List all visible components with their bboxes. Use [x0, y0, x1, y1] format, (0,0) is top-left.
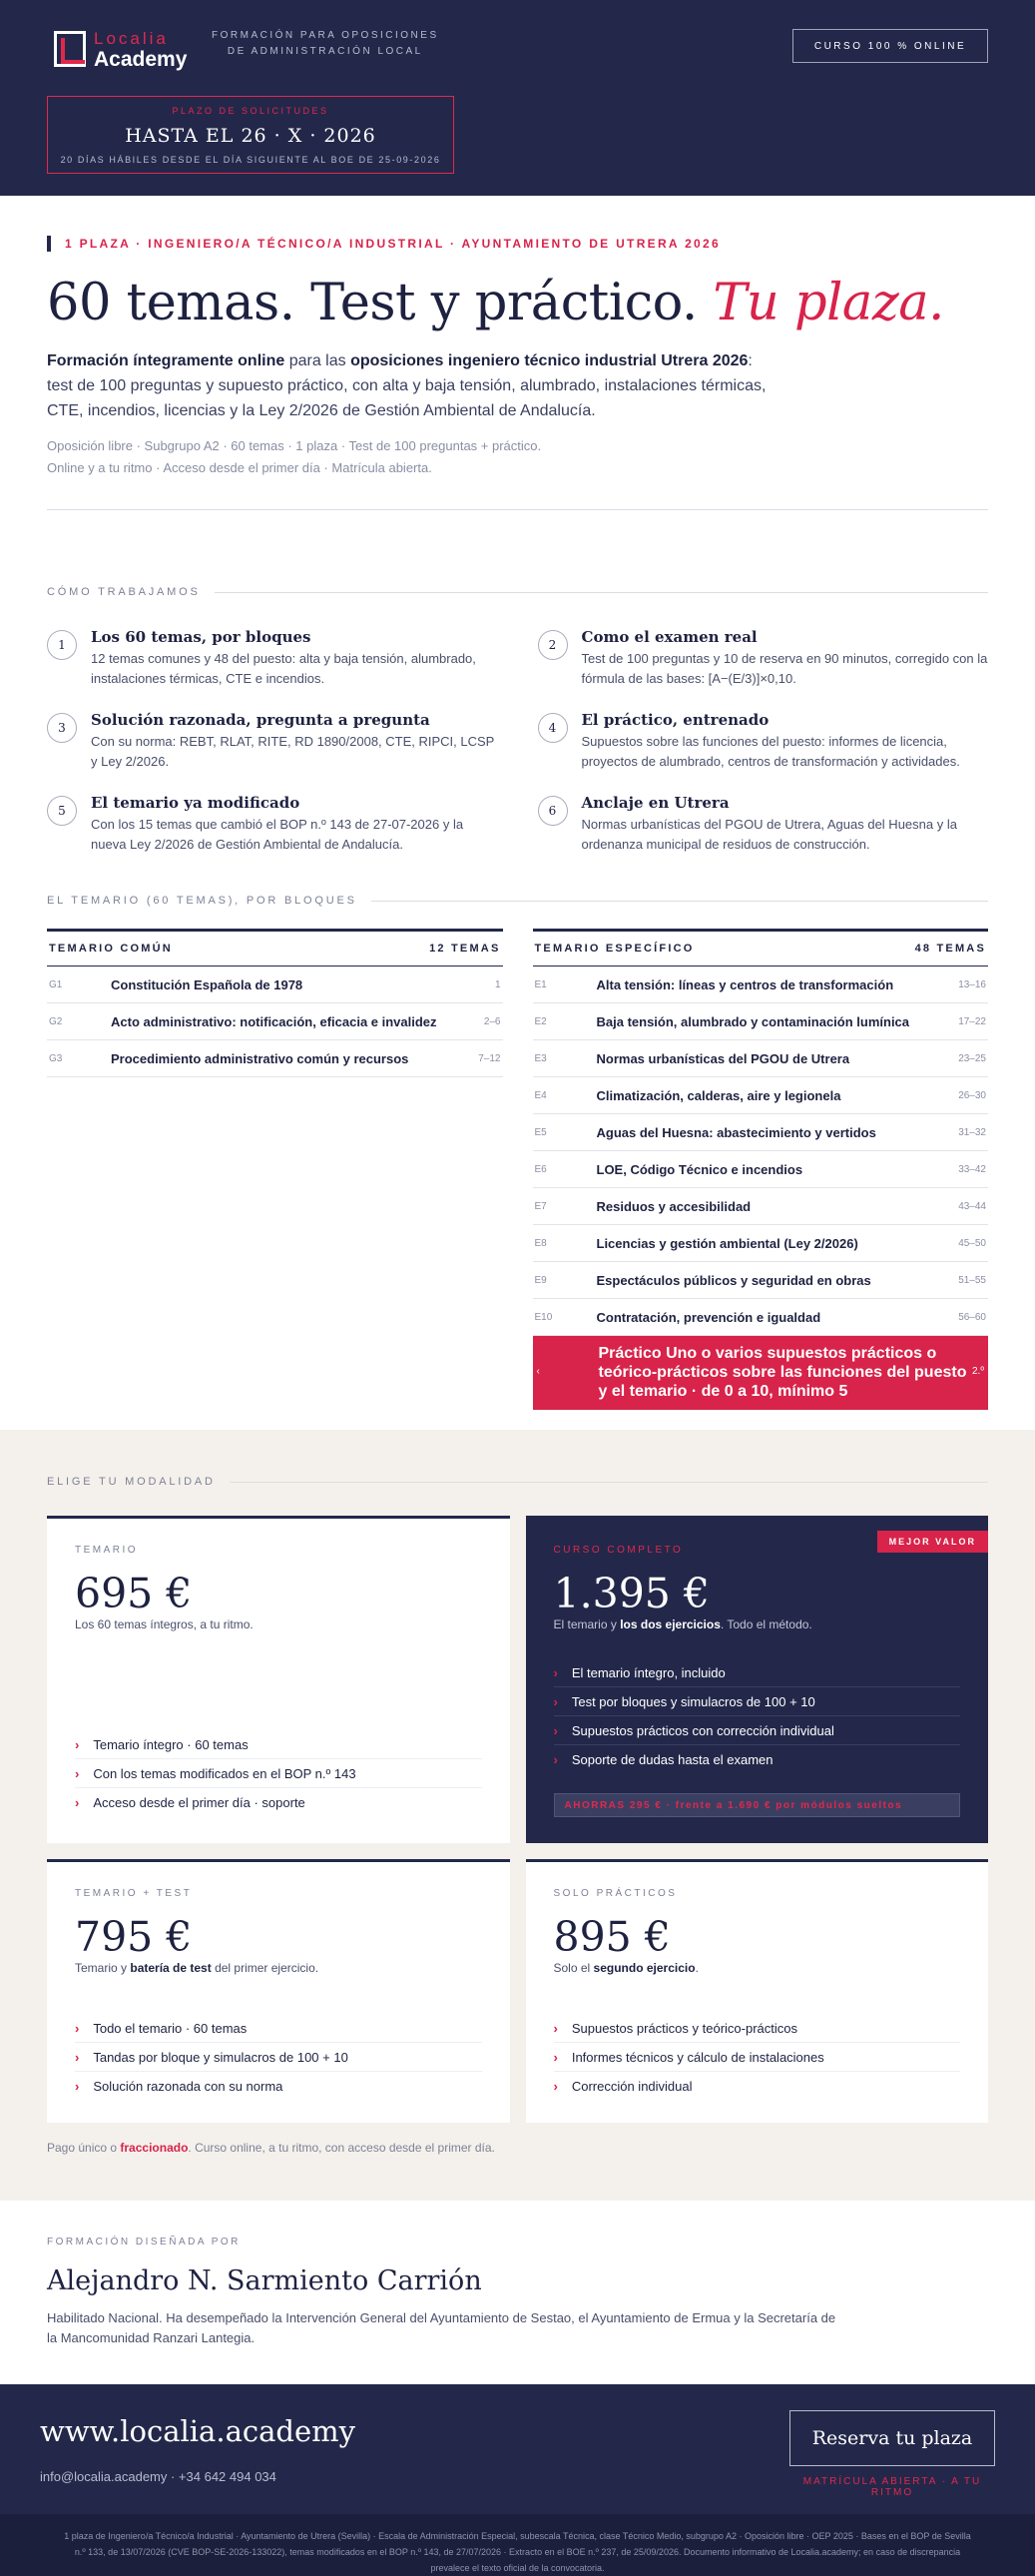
divider [47, 509, 988, 510]
table-header [47, 929, 503, 966]
row-range: 17–22 [958, 1015, 986, 1027]
row-name: LOE, Código Técnico e incendios [596, 1161, 803, 1177]
table-row[interactable] [533, 1040, 989, 1077]
chevron-right-icon: › [75, 2079, 80, 2094]
step-number: 5 [47, 796, 77, 826]
row-name: Procedimiento administrativo común y recursos [111, 1050, 409, 1066]
feature-label: Soporte de dudas hasta el examen [571, 1752, 774, 1767]
row-name: Aguas del Huesna: abastecimiento y vertidos [596, 1124, 876, 1140]
table-row[interactable] [533, 1114, 989, 1151]
row-code: E4 [534, 1089, 547, 1101]
row-code: E10 [534, 1311, 553, 1323]
tagline-line2: DE ADMINISTRACIÓN LOCAL [227, 46, 423, 57]
row-name: Residuos y accesibilidad [596, 1198, 752, 1214]
modalidad-section [0, 1430, 1035, 2201]
pricing-card[interactable] [526, 1516, 989, 1843]
chevron-right-icon: › [75, 1765, 80, 1781]
card-label: TEMARIO + TEST [75, 1888, 193, 1899]
card-price: 1.395 € [553, 1570, 710, 1617]
table-row[interactable] [47, 966, 503, 1003]
site-footer [0, 2384, 1035, 2514]
comun-count: 12 TEMAS [429, 943, 501, 955]
row-code: E1 [534, 978, 547, 990]
card-price: 795 € [75, 1913, 193, 1961]
feature-label: Supuestos prácticos y teórico-prácticos [571, 2020, 797, 2036]
card-sub-bold: batería de test [130, 1961, 212, 1975]
chevron-right-icon: › [75, 2049, 80, 2065]
chevron-right-icon: › [75, 2020, 80, 2036]
chevron-right-icon: › [553, 2079, 558, 2094]
pricing-card[interactable] [47, 1516, 510, 1843]
step-item [538, 711, 989, 772]
table-row[interactable] [47, 1003, 503, 1040]
practico-row[interactable] [533, 1336, 989, 1410]
row-range: 56–60 [958, 1311, 986, 1323]
modalidad-title: ELIGE TU MODALIDAD [47, 1476, 216, 1488]
ahorras-note: AHORRAS 295 € · frente a 1.690 € por módulos sueltos [554, 1793, 961, 1817]
logo-mark-icon [54, 31, 86, 67]
autor-label: FORMACIÓN DISEÑADA POR [47, 2237, 241, 2248]
row-code: E8 [534, 1237, 547, 1249]
step-item [538, 628, 989, 689]
row-code: E6 [534, 1163, 547, 1175]
row-range: 26–30 [958, 1089, 986, 1101]
row-range: 2–6 [483, 1015, 501, 1027]
feature-list [75, 1730, 482, 1817]
mejor-valor-badge: MEJOR VALOR [877, 1531, 988, 1553]
card-subtitle [554, 1961, 961, 1975]
feature-item [554, 1658, 961, 1687]
step-item [47, 794, 498, 855]
step-title: Solución razonada, pregunta a pregunta [91, 711, 430, 729]
feature-label: Supuestos prácticos con corrección individual [571, 1722, 834, 1738]
table-row[interactable] [533, 966, 989, 1003]
feature-label: Temario íntegro · 60 temas [93, 1736, 249, 1752]
feature-label: Test por bloques y simulacros de 100 + 10 [571, 1693, 815, 1709]
hero-title [47, 274, 988, 332]
lead-bold-1: Formación íntegramente online [47, 352, 285, 369]
hero-title-emphasis: Tu plaza. [713, 274, 944, 332]
card-sub-1: Solo el [553, 1961, 594, 1975]
row-code: G1 [49, 978, 63, 990]
row-range: 13–16 [958, 978, 986, 990]
row-name: Normas urbanísticas del PGOU de Utrera [596, 1050, 850, 1066]
feature-label: Solución razonada con su norma [93, 2079, 283, 2094]
step-item [47, 711, 498, 772]
feature-item [554, 2014, 961, 2043]
hero-meta-2: Online y a tu ritmo · Acceso desde el primer día · Matrícula abierta. [47, 460, 432, 475]
hero-kicker: 1 PLAZA · INGENIERO/A TÉCNICO/A INDUSTRIAL · AYUNTAMIENTO DE UTRERA 2026 [47, 236, 988, 252]
chevron-right-icon: › [75, 1795, 80, 1810]
temario-title: EL TEMARIO (60 TEMAS), POR BLOQUES [47, 895, 357, 907]
step-number: 6 [538, 796, 568, 826]
card-subtitle [554, 1617, 961, 1631]
practico-range: 2.º [972, 1366, 984, 1377]
card-subtitle [75, 1617, 482, 1631]
feature-label: El temario íntegro, incluido [571, 1664, 726, 1680]
card-sub-bold: los dos ejercicios [620, 1617, 721, 1631]
feature-label: Corrección individual [571, 2079, 693, 2094]
chevron-right-icon: › [75, 1736, 80, 1752]
practico-code: ‹ [536, 1366, 540, 1377]
pricing-cards [47, 1516, 988, 2123]
table-row[interactable] [533, 1003, 989, 1040]
feature-list [75, 2014, 482, 2101]
matricula-note: MATRÍCULA ABIERTA · A TU RITMO [802, 2476, 982, 2498]
comun-head: TEMARIO COMÚN [49, 943, 173, 955]
card-sub-bold: segundo ejercicio [593, 1961, 696, 1975]
temario-section [0, 895, 1035, 1410]
temario-comun-table [47, 929, 503, 1410]
feature-item [75, 2072, 482, 2101]
card-price: 895 € [553, 1913, 671, 1961]
feature-item [75, 1759, 482, 1788]
row-range: 33–42 [958, 1163, 986, 1175]
card-sub-2: . Todo el método. [720, 1617, 812, 1631]
feature-label: Informes técnicos y cálculo de instalaciones [571, 2049, 824, 2065]
plazo-date: HASTA EL 26 · X · 2026 [125, 125, 376, 147]
table-row[interactable] [533, 1077, 989, 1114]
table-row[interactable] [533, 1151, 989, 1188]
feature-item [75, 2014, 482, 2043]
card-label: CURSO COMPLETO [553, 1545, 684, 1556]
row-range: 45–50 [958, 1237, 986, 1249]
step-desc: 12 temas comunes y 48 del puesto: alta y baja tensión, alumbrado, instalaciones térmicas, CTE e incendios. [91, 651, 476, 686]
section-title [47, 895, 988, 907]
card-price: 695 € [75, 1570, 193, 1617]
row-code: G2 [49, 1015, 63, 1027]
especifico-head: TEMARIO ESPECÍFICO [534, 943, 695, 955]
plazo-label: PLAZO DE SOLICITUDES [172, 106, 329, 116]
chevron-right-icon: › [553, 2020, 558, 2036]
row-name: Baja tensión, alumbrado y contaminación lumínica [596, 1013, 910, 1029]
feature-item [554, 2072, 961, 2101]
step-desc: Supuestos sobre las funciones del puesto: informes de licencia, proyectos de alumbrado, centros de transformación y actividades. [581, 734, 960, 769]
row-range: 23–25 [958, 1052, 986, 1064]
feature-list [554, 1658, 961, 1774]
step-number: 4 [538, 713, 568, 743]
logo-line1: Localia [94, 29, 169, 48]
feature-item [554, 1687, 961, 1716]
temario-especifico-table [533, 929, 989, 1410]
step-item [538, 794, 989, 855]
lead-bold-2: oposiciones ingeniero técnico industrial Utrera 2026 [350, 352, 749, 369]
card-sub-1: El temario y [553, 1617, 621, 1631]
hero-lead [47, 348, 776, 423]
row-name: Constitución Española de 1978 [111, 976, 303, 992]
plazo-note: 20 DÍAS HÁBILES DESDE EL DÍA SIGUIENTE AL BOE DE 25-09-2026 [60, 155, 441, 165]
tagline [212, 28, 439, 60]
site-header [0, 0, 1035, 196]
step-desc: Normas urbanísticas del PGOU de Utrera, Aguas del Huesna y la ordenanza municipal de residuos de construcción. [581, 817, 957, 852]
table-row[interactable] [533, 1262, 989, 1299]
card-label: TEMARIO [75, 1545, 139, 1556]
row-range: 1 [494, 978, 501, 990]
hero-meta [47, 435, 988, 479]
chevron-right-icon: › [553, 1693, 558, 1709]
autor-desc: Habilitado Nacional. Ha desempeñado la Intervención General del Ayuntamiento de Sestao, el Ayuntamiento de Ermua y la Secretaría de la Mancomunidad Ranzari Lantegia. [47, 2310, 836, 2345]
row-code: E7 [534, 1200, 547, 1212]
row-name: Licencias y gestión ambiental (Ley 2/2026) [596, 1235, 858, 1251]
step-title: Los 60 temas, por bloques [91, 628, 311, 646]
table-row[interactable] [533, 1299, 989, 1336]
step-title: Como el examen real [581, 628, 758, 646]
curso-online-button[interactable]: CURSO 100 % ONLINE [792, 29, 988, 63]
step-number: 1 [47, 630, 77, 660]
feature-item [75, 2043, 482, 2072]
feature-label: Acceso desde el primer día · soporte [93, 1795, 305, 1810]
step-title: Anclaje en Utrera [581, 794, 730, 812]
feature-label: Con los temas modificados en el BOP n.º 143 [93, 1765, 356, 1781]
reserva-button[interactable]: Reserva tu plaza [789, 2410, 995, 2466]
row-code: E5 [534, 1126, 547, 1138]
logo[interactable] [54, 28, 187, 70]
footer-contact[interactable]: info@localia.academy · +34 642 494 034 [40, 2469, 276, 2484]
steps-grid [47, 628, 988, 855]
row-code: E3 [534, 1052, 547, 1064]
feature-label: Tandas por bloque y simulacros de 100 + 10 [93, 2049, 348, 2065]
row-name: Climatización, calderas, aire y legionela [596, 1087, 841, 1103]
logo-line2: Academy [94, 48, 188, 71]
card-sub-1: Los 60 temas íntegros, a tu ritmo. [75, 1617, 254, 1631]
pricing-card[interactable] [526, 1859, 989, 2123]
step-desc: Con su norma: REBT, RLAT, RITE, RD 1890/2008, CTE, RIPCI, LCSP y Ley 2/2026. [91, 734, 495, 769]
row-range: 43–44 [958, 1200, 986, 1212]
table-row[interactable] [533, 1188, 989, 1225]
especifico-count: 48 TEMAS [914, 943, 986, 955]
feature-item [75, 1730, 482, 1759]
feature-label: Todo el temario · 60 temas [93, 2020, 248, 2036]
chevron-right-icon: › [553, 1722, 558, 1738]
step-item [47, 628, 498, 689]
step-desc: Test de 100 preguntas y 10 de reserva en 90 minutos, corregido con la fórmula de las bases: [A−(E/3)]×0,10. [581, 651, 988, 686]
row-name: Acto administrativo: notificación, eficacia e invalidez [111, 1013, 437, 1029]
plazo-box [47, 96, 454, 174]
chevron-right-icon: › [553, 1752, 558, 1767]
table-header [533, 929, 989, 966]
row-code: G3 [49, 1052, 63, 1064]
hero [0, 196, 1035, 510]
hero-meta-1: Oposición libre · Subgrupo A2 · 60 temas · 1 plaza · Test de 100 preguntas + práctico. [47, 438, 542, 453]
pago-text-1: Pago único o [47, 2141, 121, 2155]
feature-item [75, 1788, 482, 1817]
pago-fraccionado-link[interactable]: fraccionado [120, 2141, 189, 2155]
como-title: CÓMO TRABAJAMOS [47, 586, 201, 598]
autor-section [0, 2201, 1035, 2384]
pricing-card[interactable] [47, 1859, 510, 2123]
row-name: Espectáculos públicos y seguridad en obras [596, 1272, 871, 1288]
section-title [47, 586, 988, 598]
chevron-right-icon: › [553, 1664, 558, 1680]
practico-name: Práctico Uno o varios supuestos prácticos o teórico-prácticos sobre las funciones del puesto y el temario · de 0 a 10, mínimo 5 [598, 1345, 967, 1400]
lead-text-2: : test de 100 preguntas y supuesto práctico, con alta y baja tensión, alumbrado, instalaciones térmicas, CTE, incendios, licencias y la Ley 2/2026 de Gestión Ambiental de Andalucía. [47, 352, 767, 419]
row-code: E9 [534, 1274, 547, 1286]
row-range: 7–12 [478, 1052, 501, 1064]
step-title: El práctico, entrenado [581, 711, 770, 729]
autor-name: Alejandro N. Sarmiento Carrión [47, 2265, 482, 2296]
feature-item [554, 2043, 961, 2072]
como-trabajamos-section [0, 586, 1035, 855]
table-row[interactable] [533, 1225, 989, 1262]
step-number: 3 [47, 713, 77, 743]
section-title [47, 1476, 988, 1488]
row-name: Alta tensión: líneas y centros de transformación [596, 976, 894, 992]
card-label: SOLO PRÁCTICOS [553, 1888, 678, 1899]
feature-list [554, 2014, 961, 2101]
table-row[interactable] [47, 1040, 503, 1077]
step-desc: Con los 15 temas que cambió el BOP n.º 143 de 27-07-2026 y la nueva Ley 2/2026 de Gestión Ambiental de Andalucía. [91, 817, 464, 852]
step-title: El temario ya modificado [91, 794, 300, 812]
legal-notice: 1 plaza de Ingeniero/a Técnico/a Industrial · Ayuntamiento de Utrera (Sevilla) · Escala de Administración Especial, subescala Técnica, clase Técnico Medio, subgrupo A2 · Oposición libre · OEP 2025 · Bases en el BOP de Sevilla n.º 133, de 13/07/2026 (CVE BOP-SE-2026-133022), temas modificados en el BOP n.º 143, de 27/07/2026 · Extracto en el BOE n.º 237, de 25/09/2026. Documento informativo de Localia.academy; en caso de discrepancia prevalece el texto oficial de la convocatoria. [0, 2514, 1035, 2576]
hero-title-main: 60 temas. Test y práctico. [47, 274, 714, 332]
card-subtitle [75, 1961, 482, 1975]
row-code: E2 [534, 1015, 547, 1027]
chevron-right-icon: › [553, 2049, 558, 2065]
row-name: Contratación, prevención e igualdad [596, 1309, 821, 1325]
footer-site-link[interactable]: www.localia.academy [40, 2414, 355, 2448]
feature-item [554, 1745, 961, 1774]
tagline-line1: FORMACIÓN PARA OPOSICIONES [212, 30, 439, 41]
card-sub-1: Temario y [75, 1961, 131, 1975]
step-number: 2 [538, 630, 568, 660]
feature-item [554, 1716, 961, 1745]
row-range: 31–32 [958, 1126, 986, 1138]
card-sub-2: del primer ejercicio. [211, 1961, 319, 1975]
lead-text-1: para las [284, 352, 351, 369]
pago-note [47, 2141, 988, 2155]
card-sub-2: . [695, 1961, 699, 1975]
pago-text-2: . Curso online, a tu ritmo, con acceso desde el primer día. [188, 2141, 495, 2155]
row-range: 51–55 [958, 1274, 986, 1286]
